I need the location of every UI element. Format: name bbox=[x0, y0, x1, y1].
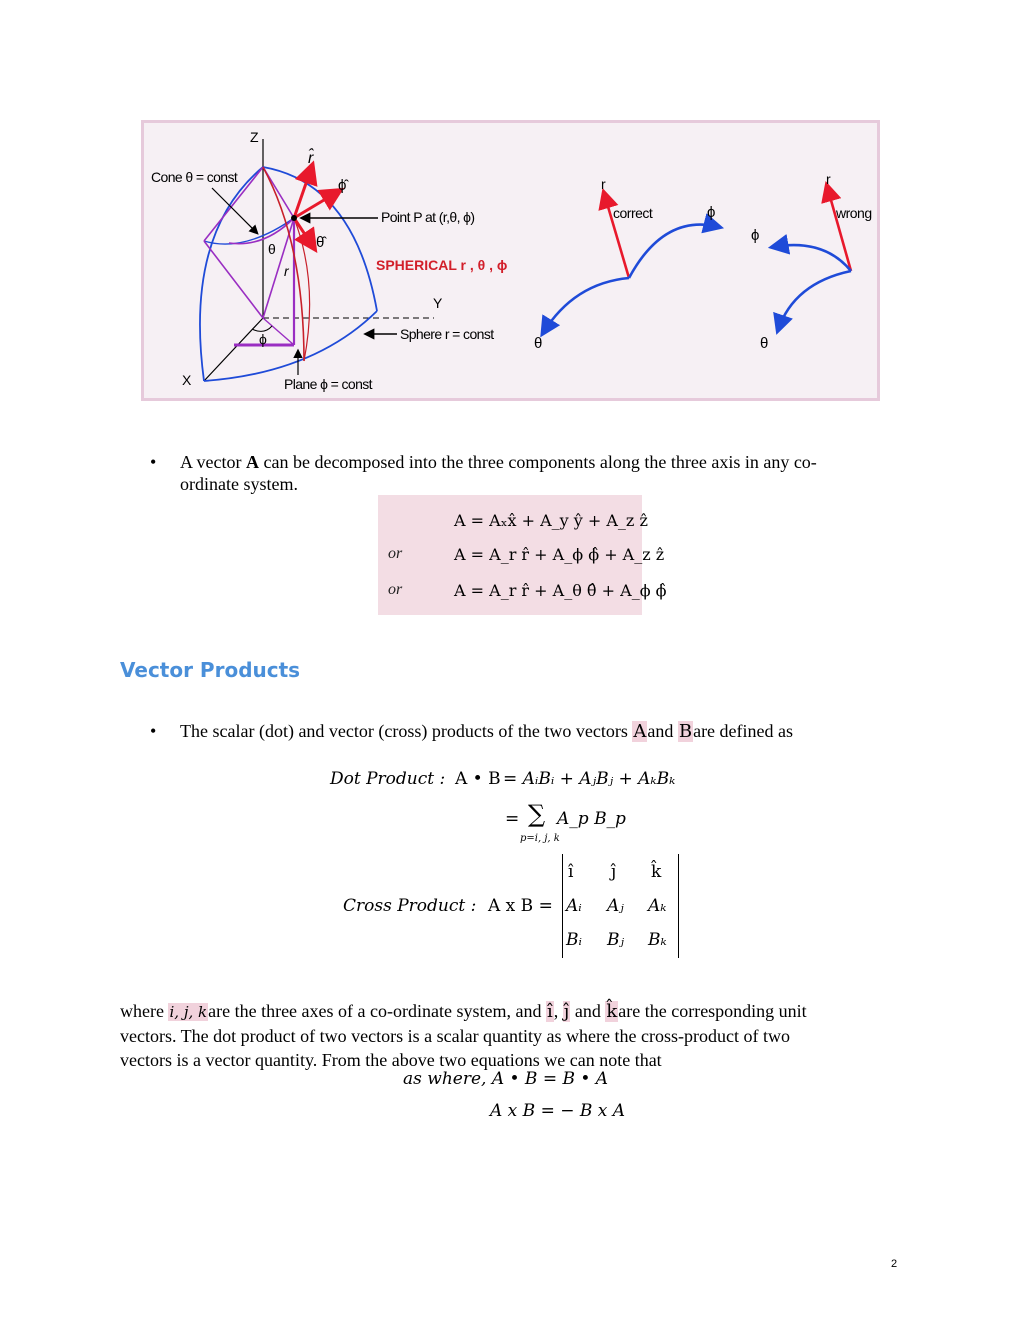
point-label: Point P at (r,θ, ϕ) bbox=[381, 209, 475, 225]
ijk-symbol: i, j, k bbox=[169, 1003, 208, 1021]
matrix-cell: Bᵢ bbox=[566, 930, 582, 950]
z-axis-label: Z bbox=[250, 129, 259, 145]
matrix-cell: Aₖ bbox=[648, 896, 667, 916]
matrix-cell: ĵ bbox=[611, 862, 617, 882]
correct-r-label: r bbox=[601, 176, 606, 192]
section-heading-vector-products: Vector Products bbox=[120, 658, 301, 682]
wrong-theta-arrow bbox=[778, 271, 851, 330]
phi-angle-label: ϕ bbox=[259, 331, 267, 347]
theta-hat-label: θ̂ bbox=[316, 234, 325, 251]
correct-phi-arrow bbox=[629, 225, 719, 278]
k-hat-symbol: k̂ bbox=[606, 1001, 618, 1022]
matrix-cell: Bⱼ bbox=[607, 930, 624, 950]
matrix-cell: k̂ bbox=[651, 862, 662, 882]
explanation-paragraph: where i, j, kare the three axes of a co-ordinate system, and î, ĵ and k̂are the corresponding unit vectors. The dot product of two vectors is a scalar quantity as where the cross-product of two vectors is a vector quantity. From the above two equations we can note that bbox=[120, 1001, 807, 1070]
sphere-arc-left bbox=[200, 167, 263, 381]
vector-a-symbol: A bbox=[633, 721, 647, 742]
r-radius-label: r bbox=[284, 263, 289, 279]
correct-phi-label: ϕ bbox=[707, 204, 716, 221]
y-axis-label: Y bbox=[433, 295, 443, 311]
matrix-cell: Aⱼ bbox=[607, 896, 624, 916]
sum-term: A_p B_p bbox=[557, 809, 626, 829]
cone-label: Cone θ = const bbox=[151, 169, 238, 185]
decomposition-equations-box: A = Aₓx̂ + A_y ŷ + A_z ẑ or A = A_r r̂ + A_ϕ ϕ̂ + A_z ẑ or A = A_r r̂ + A_θ θ̂ + A_ϕ ϕ̂ bbox=[378, 495, 642, 615]
figure-graphic bbox=[144, 123, 877, 398]
sum-equals: = bbox=[505, 809, 520, 829]
theta-hat-vector bbox=[294, 218, 314, 248]
matrix-cell: Bₖ bbox=[648, 930, 667, 950]
vector-b-symbol: B bbox=[678, 721, 693, 742]
sum-index: p=i, j, k bbox=[520, 833, 560, 844]
matrix-cell: î bbox=[568, 862, 574, 882]
bullet-products-definition: • The scalar (dot) and vector (cross) products of the two vectors Aand Bare defined as bbox=[150, 721, 794, 742]
page-number: 2 bbox=[891, 1258, 898, 1270]
sphere-label: Sphere r = const bbox=[400, 326, 494, 342]
theta-angle-label: θ bbox=[268, 241, 276, 257]
cross-product-lhs: A x B = bbox=[488, 896, 553, 916]
j-hat-symbol: ĵ bbox=[563, 1001, 570, 1022]
wrong-label: wrong bbox=[836, 205, 872, 221]
correct-theta-label: θ bbox=[534, 335, 543, 352]
spherical-coordinates-figure bbox=[141, 120, 880, 401]
wrong-theta-label: θ bbox=[760, 335, 769, 352]
bullet-dot: • bbox=[150, 452, 157, 472]
wrong-phi-arrow bbox=[773, 245, 851, 271]
point-p bbox=[291, 215, 297, 221]
correct-theta-arrow bbox=[543, 278, 629, 333]
phi-hat-label: ϕ̂ bbox=[338, 177, 347, 194]
dot-product-rhs: = AᵢBᵢ + AⱼBⱼ + AₖBₖ bbox=[503, 769, 676, 789]
bullet-dot: • bbox=[150, 721, 157, 741]
cross-product-label: Cross Product : bbox=[343, 896, 477, 916]
x-axis-label: X bbox=[182, 372, 192, 388]
determinant-matrix bbox=[562, 854, 679, 958]
dot-product-label: Dot Product : bbox=[330, 769, 446, 789]
commutative-dot-equation: as where, A • B = B • A bbox=[403, 1069, 609, 1089]
spherical-title: SPHERICAL r , θ , ϕ bbox=[376, 257, 508, 273]
wrong-phi-label: ϕ bbox=[751, 227, 760, 244]
wrong-r-label: r bbox=[826, 171, 831, 187]
dot-product-lhs: A • B bbox=[455, 769, 501, 789]
plane-label: Plane ϕ = const bbox=[284, 376, 372, 392]
r-hat-label: r̂ bbox=[308, 150, 314, 167]
matrix-cell: Aᵢ bbox=[566, 896, 582, 916]
sum-symbol: ∑ bbox=[528, 800, 546, 828]
bullet-vector-decomposition: • A vector A can be decomposed into the three components along the three axis in any co- ordinate system. bbox=[150, 452, 817, 494]
correct-label: correct bbox=[613, 205, 653, 221]
i-hat-symbol: î bbox=[546, 1001, 553, 1022]
x-axis-line bbox=[204, 318, 263, 381]
anticommutative-cross-equation: A x B = − B x A bbox=[490, 1101, 626, 1121]
